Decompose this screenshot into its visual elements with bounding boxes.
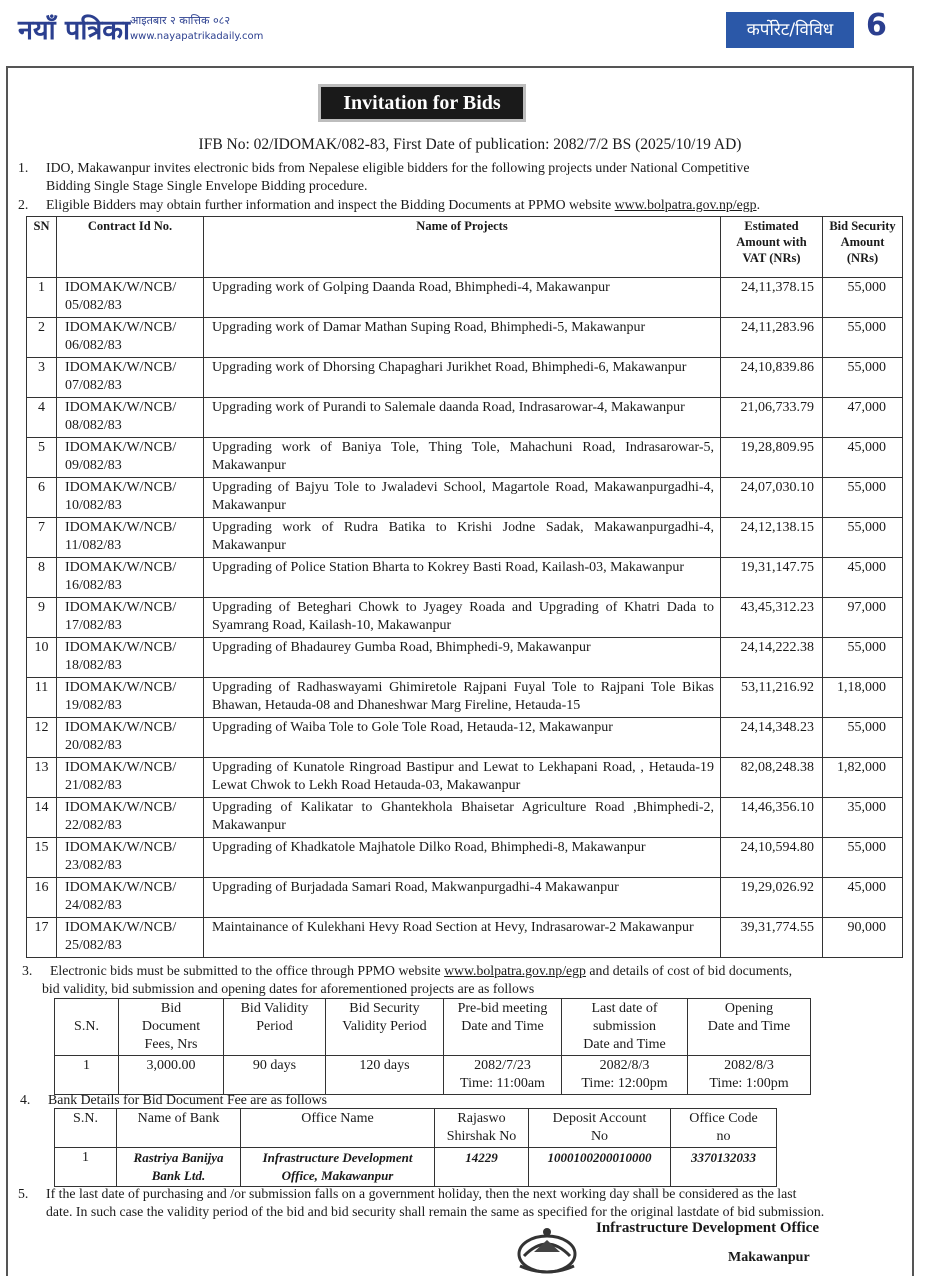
ppmo-link-2[interactable]: www.bolpatra.gov.np/egp [444,963,586,978]
row-sn: 5 [27,438,57,478]
dates-last-date: 2082/8/3 Time: 12:00pm [562,1056,688,1095]
table-row [27,558,903,598]
row-bid-security: 55,000 [823,358,903,398]
row-project-name: Upgrading of Police Station Bharta to Kokrey Basti Road, Kailash-03, Makawanpur [204,558,721,598]
government-emblem-icon [512,1222,582,1276]
row-estimated-amount: 53,11,216.92 [721,678,823,718]
para-1-number: 1. [18,160,29,175]
row-estimated-amount: 19,31,147.75 [721,558,823,598]
row-sn: 13 [27,758,57,798]
bank-office-code: 3370132033 [671,1148,777,1187]
row-project-name: Upgrading of Bajyu Tole to Jwaladevi School, Magartole Road, Makawanpurgadhi-4, Makawanpur [204,478,721,518]
row-estimated-amount: 24,14,222.38 [721,638,823,678]
row-bid-security: 55,000 [823,478,903,518]
para-1 [46,159,916,195]
table-row [27,598,903,638]
row-contract-id: IDOMAK/W/NCB/ 05/082/83 [57,278,204,318]
para-5-number: 5. [18,1186,29,1201]
row-project-name: Upgrading work of Rudra Batika to Krishi Jodne Sadak, Makawanpurgadhi-4, Makawanpur [204,518,721,558]
header-security-line-1: Bid Security [829,219,896,233]
para-3-line-1 [50,962,916,980]
row-sn: 6 [27,478,57,518]
header-meta [130,14,263,43]
row-estimated-amount: 19,29,026.92 [721,878,823,918]
row-sn: 16 [27,878,57,918]
ifb-line: IFB No: 02/IDOMAK/082-83, First Date of publication: 2082/7/2 BS (2025/10/19 AD) [198,136,742,153]
table-row [27,358,903,398]
row-contract-id: IDOMAK/W/NCB/ 11/082/83 [57,518,204,558]
para-3-number: 3. [22,963,33,978]
newspaper-logo: नयाँ पत्रिका [18,15,130,46]
table-row [27,758,903,798]
row-bid-security: 45,000 [823,878,903,918]
page-number: 6 [866,8,887,43]
signature-place: Makawanpur [728,1250,810,1265]
row-estimated-amount: 21,06,733.79 [721,398,823,438]
bank-h-code: Office Code no [671,1109,777,1148]
row-sn: 1 [27,278,57,318]
row-contract-id: IDOMAK/W/NCB/ 06/082/83 [57,318,204,358]
header-amount-line-1: Estimated [744,219,799,233]
row-project-name: Upgrading work of Purandi to Salemale daanda Road, Indrasarowar-4, Makawanpur [204,398,721,438]
row-sn: 3 [27,358,57,398]
table-row [27,398,903,438]
table-row [27,478,903,518]
row-bid-security: 55,000 [823,718,903,758]
bank-rajaswo: 14229 [435,1148,529,1187]
row-estimated-amount: 24,10,594.80 [721,838,823,878]
row-estimated-amount: 82,08,248.38 [721,758,823,798]
table-row [27,318,903,358]
row-contract-id: IDOMAK/W/NCB/ 18/082/83 [57,638,204,678]
dates-prebid: 2082/7/23 Time: 11:00am [444,1056,562,1095]
projects-table-header [27,217,903,278]
para-2-text: Eligible Bidders may obtain further information and inspect the Bidding Documents at PPMO website [46,197,615,212]
header-amount-line-3: VAT (NRs) [742,251,801,265]
dates-opening: 2082/8/3 Time: 1:00pm [688,1056,811,1095]
table-row [27,878,903,918]
bank-h-bank: Name of Bank [117,1109,241,1148]
bank-h-deposit: Deposit Account No [529,1109,671,1148]
row-bid-security: 1,82,000 [823,758,903,798]
row-bid-security: 97,000 [823,598,903,638]
table-row [27,918,903,958]
dates-fee: 3,000.00 [119,1056,224,1095]
row-estimated-amount: 24,11,283.96 [721,318,823,358]
table-row [27,518,903,558]
table-row [27,718,903,758]
para-3 [42,962,916,998]
row-contract-id: IDOMAK/W/NCB/ 17/082/83 [57,598,204,638]
table-row [27,638,903,678]
row-contract-id: IDOMAK/W/NCB/ 24/082/83 [57,878,204,918]
bid-dates-table [54,998,811,1095]
header-bid-security [823,217,903,278]
row-bid-security: 55,000 [823,318,903,358]
row-sn: 8 [27,558,57,598]
row-contract-id: IDOMAK/W/NCB/ 08/082/83 [57,398,204,438]
bank-row [55,1148,777,1187]
dates-security-validity: 120 days [326,1056,444,1095]
para-5 [46,1185,916,1221]
row-bid-security: 55,000 [823,638,903,678]
header-security-line-2: Amount [840,235,885,249]
row-estimated-amount: 43,45,312.23 [721,598,823,638]
header-project-name: Name of Projects [204,217,721,278]
row-contract-id: IDOMAK/W/NCB/ 20/082/83 [57,718,204,758]
table-row [27,838,903,878]
para-2 [46,196,916,214]
row-project-name: Upgrading of Khadkatole Majhatole Dilko Road, Bhimphedi-8, Makawanpur [204,838,721,878]
row-estimated-amount: 39,31,774.55 [721,918,823,958]
para-1-line-2: Bidding Single Stage Single Envelope Bidding procedure. [46,178,368,193]
row-project-name: Upgrading of Kunatole Ringroad Bastipur and Lewat to Lekhapani Road, , Hetauda-19 Lewat Chwok to Lekh Road Hetauda-03, Makawanpur [204,758,721,798]
row-sn: 2 [27,318,57,358]
header-amount-line-2: Amount with [736,235,807,249]
notice-title: Invitation for Bids [318,84,526,122]
ppmo-link[interactable]: www.bolpatra.gov.np/egp [614,197,757,212]
row-project-name: Upgrading of Kalikatar to Ghantekhola Bhaisetar Agriculture Road ,Bhimphedi-2, Makawanpur [204,798,721,838]
dates-h-security-validity: Bid Security Validity Period [326,999,444,1056]
dates-row [55,1056,811,1095]
dates-h-prebid: Pre-bid meeting Date and Time [444,999,562,1056]
row-project-name: Upgrading work of Dhorsing Chapaghari Jurikhet Road, Bhimphedi-6, Makawanpur [204,358,721,398]
para-4: Bank Details for Bid Document Fee are as follows [48,1092,327,1107]
para-5-line-2: date. In such case the validity period of the bid and bid security shall remain the same as specified for the original lastdate of bid submission. [46,1204,825,1219]
table-row [27,438,903,478]
row-estimated-amount: 14,46,356.10 [721,798,823,838]
row-sn: 10 [27,638,57,678]
para-1-line-1: IDO, Makawanpur invites electronic bids from Nepalese eligible bidders for the following projects under National Competitive [46,160,750,175]
row-sn: 14 [27,798,57,838]
dates-h-fee: Bid Document Fees, Nrs [119,999,224,1056]
header-security-line-3: (NRs) [846,251,879,265]
row-estimated-amount: 24,11,378.15 [721,278,823,318]
para-3-text-2: and details of cost of bid documents, [585,963,793,978]
row-contract-id: IDOMAK/W/NCB/ 25/082/83 [57,918,204,958]
dates-sn: 1 [55,1056,119,1095]
row-project-name: Upgrading work of Golping Daanda Road, Bhimphedi-4, Makawanpur [204,278,721,318]
row-contract-id: IDOMAK/W/NCB/ 10/082/83 [57,478,204,518]
signature-office: Infrastructure Development Office [596,1220,819,1236]
table-row [27,278,903,318]
row-sn: 9 [27,598,57,638]
row-bid-security: 55,000 [823,278,903,318]
row-bid-security: 47,000 [823,398,903,438]
row-sn: 11 [27,678,57,718]
dates-header-row [55,999,811,1056]
row-project-name: Upgrading of Beteghari Chowk to Jyagey Roada and Upgrading of Khatri Dada to Syamrang Road, Kailash-10, Makawanpur [204,598,721,638]
dates-validity: 90 days [224,1056,326,1095]
row-contract-id: IDOMAK/W/NCB/ 09/082/83 [57,438,204,478]
bank-office-name: Infrastructure Development Office, Makawanpur [241,1148,435,1187]
bank-sn: 1 [55,1148,117,1187]
row-estimated-amount: 24,10,839.86 [721,358,823,398]
issue-date: आइतबार २ कात्तिक ०८२ [130,14,231,27]
table-row [27,678,903,718]
dates-h-opening: Opening Date and Time [688,999,811,1056]
dates-h-last-date: Last date of submission Date and Time [562,999,688,1056]
row-contract-id: IDOMAK/W/NCB/ 22/082/83 [57,798,204,838]
row-project-name: Upgrading of Radhaswayami Ghimiretole Rajpani Fuyal Tole to Rajpani Tole Bikas Bhawan, Hetauda-08 and Dhaneshwar Marg Fireline, Hetauda-15 [204,678,721,718]
row-estimated-amount: 24,14,348.23 [721,718,823,758]
bank-h-office: Office Name [241,1109,435,1148]
row-estimated-amount: 19,28,809.95 [721,438,823,478]
projects-table-body [27,278,903,958]
row-estimated-amount: 24,12,138.15 [721,518,823,558]
website-url: www.nayapatrikadaily.com [130,31,264,42]
bank-h-sn: S.N. [55,1109,117,1148]
bank-header-row [55,1109,777,1148]
row-sn: 15 [27,838,57,878]
table-row [27,798,903,838]
row-bid-security: 90,000 [823,918,903,958]
para-2-number: 2. [18,197,29,212]
dates-h-sn: S.N. [55,999,119,1056]
para-3-text: Electronic bids must be submitted to the office through PPMO website [50,963,445,978]
bank-name: Rastriya Banijya Bank Ltd. [117,1148,241,1187]
row-contract-id: IDOMAK/W/NCB/ 16/082/83 [57,558,204,598]
para-5-line-1: If the last date of purchasing and /or submission falls on a government holiday, then the next working day shall be considered as the last [46,1186,797,1201]
row-bid-security: 45,000 [823,438,903,478]
header-estimated-amount [721,217,823,278]
para-4-number: 4. [20,1092,31,1107]
row-project-name: Upgrading work of Damar Mathan Suping Road, Bhimphedi-5, Makawanpur [204,318,721,358]
header-contract-id: Contract Id No. [57,217,204,278]
row-sn: 17 [27,918,57,958]
row-bid-security: 55,000 [823,518,903,558]
bank-h-rajaswo: Rajaswo Shirshak No [435,1109,529,1148]
row-bid-security: 35,000 [823,798,903,838]
row-contract-id: IDOMAK/W/NCB/ 19/082/83 [57,678,204,718]
row-project-name: Upgrading of Burjadada Samari Road, Makwanpurgadhi-4 Makawanpur [204,878,721,918]
row-estimated-amount: 24,07,030.10 [721,478,823,518]
row-sn: 4 [27,398,57,438]
header-sn: SN [27,217,57,278]
row-sn: 12 [27,718,57,758]
row-bid-security: 55,000 [823,838,903,878]
row-project-name: Upgrading of Waiba Tole to Gole Tole Road, Hetauda-12, Makawanpur [204,718,721,758]
newspaper-header [0,0,940,62]
projects-table [26,216,903,958]
para-2-end: . [756,197,761,212]
dates-h-validity: Bid Validity Period [224,999,326,1056]
row-project-name: Upgrading work of Baniya Tole, Thing Tole, Mahachuni Road, Indrasarowar-5, Makawanpur [204,438,721,478]
bank-deposit-account: 1000100200010000 [529,1148,671,1187]
row-contract-id: IDOMAK/W/NCB/ 07/082/83 [57,358,204,398]
row-sn: 7 [27,518,57,558]
row-contract-id: IDOMAK/W/NCB/ 23/082/83 [57,838,204,878]
bank-details-table [54,1108,777,1187]
para-3-line-2: bid validity, bid submission and opening dates for aforementioned projects are as follows [42,981,535,996]
row-bid-security: 45,000 [823,558,903,598]
section-label: कर्पोरेट/विविध [726,12,854,48]
row-project-name: Maintainance of Kulekhani Hevy Road Section at Hevy, Indrasarowar-2 Makawanpur [204,918,721,958]
row-bid-security: 1,18,000 [823,678,903,718]
row-contract-id: IDOMAK/W/NCB/ 21/082/83 [57,758,204,798]
row-project-name: Upgrading of Bhadaurey Gumba Road, Bhimphedi-9, Makawanpur [204,638,721,678]
